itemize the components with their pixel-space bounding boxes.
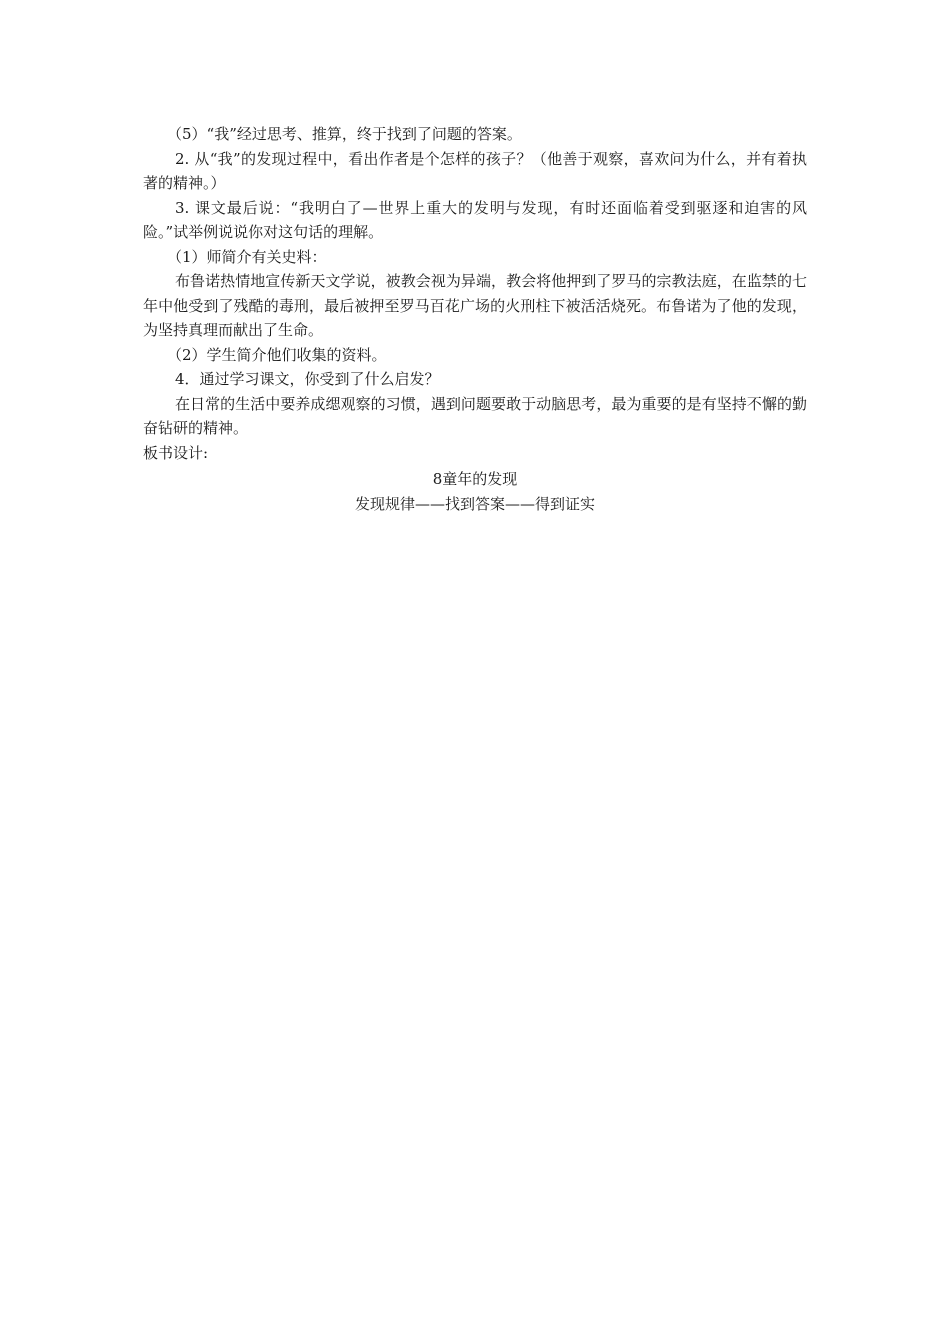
board-design-heading: 板书设计: [143, 443, 209, 462]
board-title: 8童年的发现 [432, 470, 518, 488]
paragraph-item-2: （2）学生简介他们收集的资料。 [167, 345, 387, 364]
board-flow: 发现规律——找到答案——得到证实 [354, 494, 595, 513]
paragraph-question-3: 3. 课文最后说：“我明白了—世界上重大的发明与发现，有时还面临着受到驱逐和迫害的风险。”试举例说说你对这句话的理解。 [143, 198, 807, 241]
paragraph-inspiration: 在日常的生活中要养成缌观察的习惯，遇到问题要敢于动脑思考，最为重要的是有坚持不懈的勤奋钻研的精神。 [143, 394, 807, 437]
paragraph-item-1: （1）师简介有关史料： [167, 247, 327, 266]
paragraph-question-2: 2. 从“我”的发现过程中，看出作者是个怎样的孩子？（他善于观察，喜欢问为什么，并有着执著的精神。） [143, 149, 807, 192]
paragraph-question-4: 4．通过学习课文，你受到了什么启发？ [175, 370, 440, 388]
paragraph-bruno-history: 布鲁诺热情地宣传新天文学说，被教会视为异端，教会将他押到了罗马的宗教法庭，在监禁的七年中他受到了残酷的毒刑，最后被押至罗马百花广场的火刑柱下被活活烧死。布鲁诺为了他的发现，为坚持真理而献出了生命。 [143, 272, 807, 339]
paragraph-question-5: （5）“我”经过思考、推算，终于找到了问题的答案。 [167, 125, 522, 143]
document-page [143, 122, 807, 516]
